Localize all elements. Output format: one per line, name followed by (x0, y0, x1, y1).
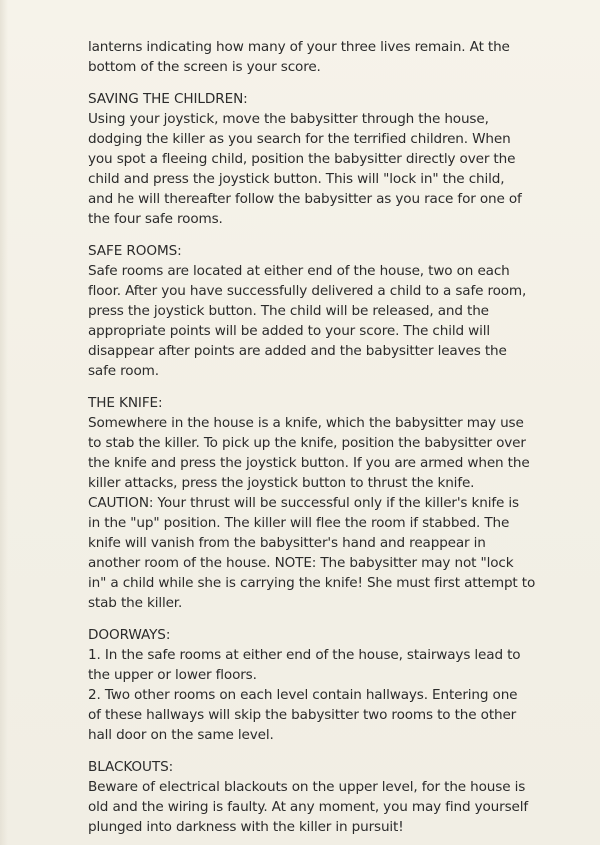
section-heading: SAVING THE CHILDREN: (88, 91, 248, 107)
text-line: dodging the killer as you search for the terrified children. When (88, 131, 511, 147)
text-line: Using your joystick, move the babysitter through the house, (88, 111, 489, 127)
section-heading: SAFE ROOMS: (88, 243, 182, 259)
text-line: lanterns indicating how many of your three lives remain. At the (88, 39, 510, 55)
text-line: to stab the killer. To pick up the knife, position the babysitter over (88, 435, 526, 451)
text-line: 1. In the safe rooms at either end of the house, stairways lead to (88, 647, 521, 663)
text-line: the four safe rooms. (88, 211, 223, 227)
text-line: in" a child while she is carrying the knife! She must first attempt to (88, 575, 536, 591)
text-line: Safe rooms are located at either end of the house, two on each (88, 263, 510, 279)
text-line: killer attacks, press the joystick button to thrust the knife. (88, 475, 475, 491)
text-line: disappear after points are added and the babysitter leaves the (88, 343, 507, 359)
text-line: 2. Two other rooms on each level contain hallways. Entering one (88, 687, 518, 703)
text-line: knife will vanish from the babysitter's hand and reappear in (88, 535, 486, 551)
text-line: press the joystick button. The child will be released, and the (88, 303, 489, 319)
text-line: the upper or lower floors. (88, 667, 257, 683)
text-line: Beware of electrical blackouts on the upper level, for the house is (88, 779, 526, 795)
text-line: old and the wiring is faulty. At any moment, you may find yourself (88, 799, 528, 815)
section-heading: THE KNIFE: (88, 395, 163, 411)
text-line: you spot a fleeing child, position the babysitter directly over the (88, 151, 516, 167)
section-heading: BLACKOUTS: (88, 759, 174, 775)
section-safe-rooms (88, 241, 570, 381)
text-line: plunged into darkness with the killer in pursuit! (88, 819, 404, 835)
text-line: safe room. (88, 363, 159, 379)
text-line: in the "up" position. The killer will flee the room if stabbed. The (88, 515, 510, 531)
text-line: CAUTION: Your thrust will be successful only if the killer's knife is (88, 495, 519, 511)
intro-paragraph (88, 37, 570, 77)
text-line: of these hallways will skip the babysitter two rooms to the other (88, 707, 517, 723)
text-line: the knife and press the joystick button. If you are armed when the (88, 455, 530, 471)
section-the-knife (88, 393, 570, 613)
text-line: stab the killer. (88, 595, 183, 611)
text-line: appropriate points will be added to your score. The child will (88, 323, 490, 339)
text-line: hall door on the same level. (88, 727, 274, 743)
text-line: another room of the house. NOTE: The babysitter may not "lock (88, 555, 514, 571)
section-blackouts (88, 757, 570, 837)
section-heading: DOORWAYS: (88, 627, 171, 643)
section-doorways (88, 625, 570, 745)
text-line: child and press the joystick button. This will "lock in" the child, (88, 171, 505, 187)
text-line: and he will thereafter follow the babysitter as you race for one of (88, 191, 522, 207)
text-line: bottom of the screen is your score. (88, 59, 321, 75)
text-line: floor. After you have successfully delivered a child to a safe room, (88, 283, 527, 299)
text-line: Somewhere in the house is a knife, which the babysitter may use (88, 415, 524, 431)
section-saving-the-children (88, 89, 570, 229)
